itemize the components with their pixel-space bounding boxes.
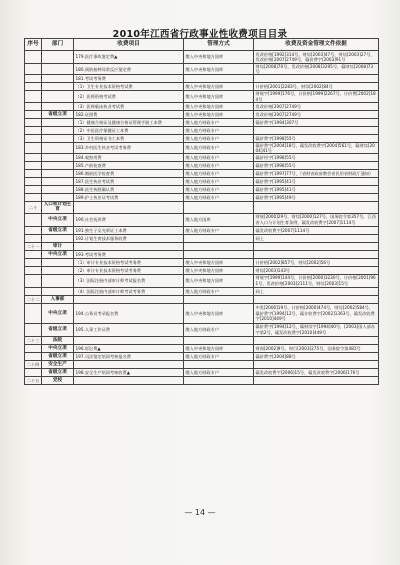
table-row	[25, 344, 379, 352]
cell-mode: 缴入中央和地方国库	[184, 91, 254, 102]
cell-item: （3）卫生资格证书工本费	[74, 134, 184, 142]
cell-basis: 财预[2002]9号，财行[2003]275号，国务院令第481号	[254, 344, 379, 352]
cell-item: （2）医师资格考试费	[74, 91, 184, 102]
cell-item: 192.计划生育技术服务收费	[74, 234, 184, 242]
cell-seq	[25, 303, 42, 323]
table-row	[25, 242, 379, 250]
cell-basis: 赣发改收费字[2007]1114号	[254, 226, 379, 234]
cell-mode	[184, 202, 254, 213]
cell-basis: 赣价费字[1995]41号	[254, 178, 379, 186]
cell-mode: 缴入地方财政专户	[184, 352, 254, 360]
cell-mode: 缴入地方财政专户	[184, 154, 254, 162]
cell-dept: 中央立项	[42, 344, 74, 352]
cell-mode: 缴入地方财政专户	[184, 194, 254, 202]
table-header-row	[25, 39, 379, 51]
page-title: 2010年江西省行政事业性收费项目目录	[112, 29, 288, 40]
cell-item: 187.医生执业考试费	[74, 178, 184, 186]
cell-mode: 缴入地方财政专户	[184, 368, 254, 376]
cell-basis: 财综[2008]70号，发改价格[2008]3295号，赣财综[2008]73号	[254, 64, 379, 75]
cell-dept: 中央立项	[42, 213, 74, 226]
cell-item: （3）医师临床执业考试费	[74, 102, 184, 110]
cell-mode	[184, 295, 254, 303]
cell-dept	[42, 274, 74, 287]
cell-mode: 缴入中央和地方国库	[184, 64, 254, 75]
table-row	[25, 142, 379, 153]
cell-seq: 二十四	[25, 360, 42, 368]
cell-item: 181.考试考务费	[74, 75, 184, 83]
cell-dept	[42, 51, 74, 64]
cell-seq	[25, 234, 42, 242]
cell-seq	[25, 194, 42, 202]
cell-dept	[42, 170, 74, 178]
cell-mode	[184, 360, 254, 368]
cell-item: 182.证照费	[74, 110, 184, 118]
cell-mode: 缴入地方财政专户	[184, 323, 254, 336]
cell-basis: 财规字[1999]176号，计价格[1999]2267号，计价费[2002]184号	[254, 91, 379, 102]
table-row	[25, 202, 379, 213]
table-row	[25, 91, 379, 102]
cell-item: 195.人事工作证费	[74, 323, 184, 336]
cell-mode: 缴入地方财政专户	[184, 226, 254, 234]
cell-item: （2）中医医疗保健证工本费	[74, 126, 184, 134]
table-row	[25, 295, 379, 303]
cell-mode: 缴入中央和地方国库	[184, 274, 254, 287]
cell-item: 193.考试考务费	[74, 250, 184, 258]
cell-dept	[42, 134, 74, 142]
cell-seq	[25, 118, 42, 126]
cell-mode: 缴入地方财政专户	[184, 186, 254, 194]
cell-basis: 发改价格[2007]2749号	[254, 110, 379, 118]
table-row	[25, 64, 379, 75]
table-row	[25, 110, 379, 118]
table-row	[25, 102, 379, 110]
table-row	[25, 360, 379, 368]
cell-basis: 中发[2000]19号，计价格[2000]474号，财综[2002]584号，赣价费字[1994]12号，赣计收费字[2002]1363号，赣发改收费字[2010]449号	[254, 303, 379, 323]
cell-seq	[25, 352, 42, 360]
table-row	[25, 134, 379, 142]
cell-basis: 赣价费字[1994]307号	[254, 118, 379, 126]
header-seq: 序号	[25, 39, 42, 51]
cell-seq	[25, 162, 42, 170]
table-row	[25, 226, 379, 234]
cell-seq	[25, 258, 42, 266]
cell-mode: 缴入地方财政专户	[184, 170, 254, 178]
table-row	[25, 75, 379, 83]
table-row	[25, 186, 379, 194]
cell-seq	[25, 134, 42, 142]
cell-mode: 缴入地方国库	[184, 213, 254, 226]
cell-dept: 中央立项	[42, 303, 74, 323]
cell-item: 186.婚前医学检查费	[74, 170, 184, 178]
cell-item	[74, 376, 184, 384]
cell-basis: 赣价费字[1997]77号，《省财省政府教会省民用省财政厅通知》	[254, 170, 379, 178]
cell-seq	[25, 344, 42, 352]
cell-basis	[254, 336, 379, 344]
cell-dept	[42, 287, 74, 295]
cell-seq: 二十三	[25, 336, 42, 344]
cell-dept: 审计	[42, 242, 74, 250]
cell-dept	[42, 64, 74, 75]
cell-mode	[184, 75, 254, 83]
cell-dept	[42, 91, 74, 102]
cell-seq	[25, 226, 42, 234]
cell-seq: 二十二	[25, 295, 42, 303]
cell-dept: 人口和计划生育	[42, 202, 74, 213]
cell-basis: 赣价费字[2004]18号，赣发改收费字[2004]561号，赣财综[2004]41号	[254, 142, 379, 153]
cell-item: （1）健康合格证及健康合格证管理手册工本费	[74, 118, 184, 126]
cell-basis: 计价格[2002]857号，财综[2002]56号	[254, 258, 379, 266]
cell-basis: 赣价费字[1998]55号	[254, 162, 379, 170]
cell-seq	[25, 178, 42, 186]
cell-basis: 赣价费字[1995]41号	[254, 186, 379, 194]
cell-dept	[42, 162, 74, 170]
cell-mode	[184, 376, 254, 384]
cell-mode	[184, 336, 254, 344]
table-row	[25, 266, 379, 274]
cell-dept	[42, 178, 74, 186]
cell-basis: 赣价费字[1998]55号	[254, 134, 379, 142]
cell-basis	[254, 360, 379, 368]
cell-seq	[25, 287, 42, 295]
cell-seq	[25, 368, 42, 376]
cell-item: 180.预防接种异常反应鉴定费	[74, 64, 184, 75]
cell-item	[74, 295, 184, 303]
cell-seq: 二十一	[25, 242, 42, 250]
table-row	[25, 336, 379, 344]
cell-seq	[25, 274, 42, 287]
fee-catalog-table	[24, 38, 379, 385]
cell-mode: 缴入中央和地方国库	[184, 51, 254, 64]
cell-basis: 赣发改收费字[2006]15号，赣发改收费字[2006]176号	[254, 368, 379, 376]
table-row	[25, 258, 379, 266]
cell-item	[74, 360, 184, 368]
cell-basis: 赣价费字[1994]12号，赣财综字[1994]40号，[2003]国人部办字第2号，赣发改收费字[2010]449号	[254, 323, 379, 336]
table-row	[25, 352, 379, 360]
cell-item: 194.公务员考录报名费	[74, 303, 184, 323]
cell-item: 198.安全生产培训考核收费▲	[74, 368, 184, 376]
page-number: — 14 —	[184, 508, 216, 517]
cell-seq	[25, 75, 42, 83]
cell-item	[74, 202, 184, 213]
cell-dept	[42, 258, 74, 266]
cell-item: 191.独生子女光荣证工本费	[74, 226, 184, 234]
cell-mode: 缴入中央和地方国库	[184, 83, 254, 91]
cell-seq	[25, 266, 42, 274]
cell-item: 179.医疗事故鉴定费▲	[74, 51, 184, 64]
table-row	[25, 170, 379, 178]
cell-dept	[42, 126, 74, 134]
table-row	[25, 83, 379, 91]
cell-item: 183.乡村医生执业考试考务费	[74, 142, 184, 153]
cell-item: 197.司法鉴定培训考核报名费	[74, 352, 184, 360]
header-basis: 收费及资金管理文件依据	[254, 39, 379, 51]
cell-mode: 缴入地方财政专户	[184, 287, 254, 295]
cell-mode	[184, 250, 254, 258]
header-item: 收费项目	[74, 39, 184, 51]
cell-basis: 同上	[254, 234, 379, 242]
table-row	[25, 118, 379, 126]
cell-mode: 缴入地方财政专户	[184, 142, 254, 153]
table-row	[25, 154, 379, 162]
cell-dept: 省级立项	[42, 368, 74, 376]
cell-dept	[42, 234, 74, 242]
cell-item: （3）国际注册内部审计师考试报名费	[74, 274, 184, 287]
cell-dept: 党校	[42, 376, 74, 384]
cell-seq: 二十	[25, 202, 42, 213]
cell-item: 188.医生执照确认费	[74, 186, 184, 194]
cell-mode: 缴入地方财政专户	[184, 118, 254, 126]
cell-mode: 缴入中央和地方国库	[184, 110, 254, 118]
cell-dept	[42, 266, 74, 274]
cell-item: 184.观察用费	[74, 154, 184, 162]
cell-seq	[25, 154, 42, 162]
table-row	[25, 162, 379, 170]
cell-basis: 财规[2000]29号，财综[2000]127号，国务院令第357号，江西省人口与计划生育条例，赣发改收费字[2007]1114号	[254, 213, 379, 226]
cell-mode: 缴入中央和地方国库	[184, 266, 254, 274]
cell-item	[74, 242, 184, 250]
cell-basis	[254, 75, 379, 83]
cell-item: 185.产前检查费	[74, 162, 184, 170]
cell-basis	[254, 376, 379, 384]
table-row	[25, 51, 379, 64]
cell-seq	[25, 170, 42, 178]
cell-item: 196.诉讼费▲	[74, 344, 184, 352]
cell-mode	[184, 234, 254, 242]
cell-dept	[42, 194, 74, 202]
cell-dept: 法院	[42, 336, 74, 344]
cell-dept	[42, 102, 74, 110]
header-dept: 部门	[42, 39, 74, 51]
cell-mode: 缴入中央和地方国库	[184, 303, 254, 323]
cell-seq	[25, 250, 42, 258]
cell-dept: 省级立项	[42, 323, 74, 336]
cell-dept	[42, 142, 74, 153]
cell-seq	[25, 91, 42, 102]
table-row	[25, 213, 379, 226]
cell-item: 190.社会抚养费	[74, 213, 184, 226]
cell-dept: 省级立项	[42, 110, 74, 118]
cell-dept	[42, 75, 74, 83]
cell-basis: 发改价格[2007]2749号	[254, 102, 379, 110]
cell-basis: 同上	[254, 287, 379, 295]
cell-mode: 缴入中央和地方国库	[184, 102, 254, 110]
cell-item: 189.护士执业证考试费	[74, 194, 184, 202]
cell-basis: 赣价费字[1995]49号	[254, 194, 379, 202]
cell-mode: 缴入地方财政专户	[184, 178, 254, 186]
table-row	[25, 287, 379, 295]
cell-item: （1）卫生专业技术资格考试费	[74, 83, 184, 91]
table-row	[25, 376, 379, 384]
cell-dept: 省级立项	[42, 352, 74, 360]
cell-seq	[25, 323, 42, 336]
table-row	[25, 234, 379, 242]
cell-mode: 缴入中央和地方国库	[184, 344, 254, 352]
cell-basis	[254, 126, 379, 134]
cell-seq	[25, 64, 42, 75]
cell-basis	[254, 242, 379, 250]
cell-basis: 赣价经字[1998]55号	[254, 154, 379, 162]
cell-seq	[25, 110, 42, 118]
cell-item	[74, 336, 184, 344]
cell-basis: 财综[2003]143号	[254, 266, 379, 274]
table-row	[25, 126, 379, 134]
cell-seq	[25, 102, 42, 110]
table-row	[25, 178, 379, 186]
cell-mode	[184, 242, 254, 250]
cell-dept	[42, 154, 74, 162]
cell-seq	[25, 126, 42, 134]
cell-basis: 财规字[1999]144号，计价格[2000]3230号，计价格[2001]961号，发改价格[2003]2111号，财综[2003]15号	[254, 274, 379, 287]
table-row	[25, 368, 379, 376]
cell-mode: 缴入中央和地方国库	[184, 258, 254, 266]
header-mode: 管理方式	[184, 39, 254, 51]
cell-basis	[254, 202, 379, 213]
table-row	[25, 194, 379, 202]
cell-item: （2）审计专业技术资格考试考务费	[74, 266, 184, 274]
table-row	[25, 323, 379, 336]
cell-dept: 中央立项	[42, 250, 74, 258]
cell-dept	[42, 118, 74, 126]
cell-basis: 发改价格[1992]314号，财综[2003]47号，财综[2003]27号，发改价格[2007]2749号，赣价费字[2003]91号	[254, 51, 379, 64]
table-row	[25, 250, 379, 258]
cell-basis: 计价格[2001]2283号，财综[2002]84号	[254, 83, 379, 91]
cell-dept: 省级立项	[42, 226, 74, 234]
table-row	[25, 274, 379, 287]
cell-seq	[25, 83, 42, 91]
cell-basis: 赣价费字[2004]88号	[254, 352, 379, 360]
cell-seq	[25, 142, 42, 153]
cell-seq	[25, 186, 42, 194]
cell-mode: 缴入地方财政专户	[184, 126, 254, 134]
cell-basis	[254, 250, 379, 258]
cell-mode: 缴入地方财政专户	[184, 134, 254, 142]
table-body	[25, 51, 379, 385]
cell-dept	[42, 186, 74, 194]
cell-item: （1）审计专业技术资格考试考务费	[74, 258, 184, 266]
cell-dept	[42, 83, 74, 91]
cell-dept: 人事部	[42, 295, 74, 303]
cell-dept: 安全生产	[42, 360, 74, 368]
cell-seq	[25, 51, 42, 64]
cell-seq	[25, 213, 42, 226]
cell-seq: 二十五	[25, 376, 42, 384]
table-row	[25, 303, 379, 323]
cell-item: （4）国际注册内部审计师考试考务费	[74, 287, 184, 295]
cell-mode: 缴入地方财政专户	[184, 162, 254, 170]
cell-basis	[254, 295, 379, 303]
